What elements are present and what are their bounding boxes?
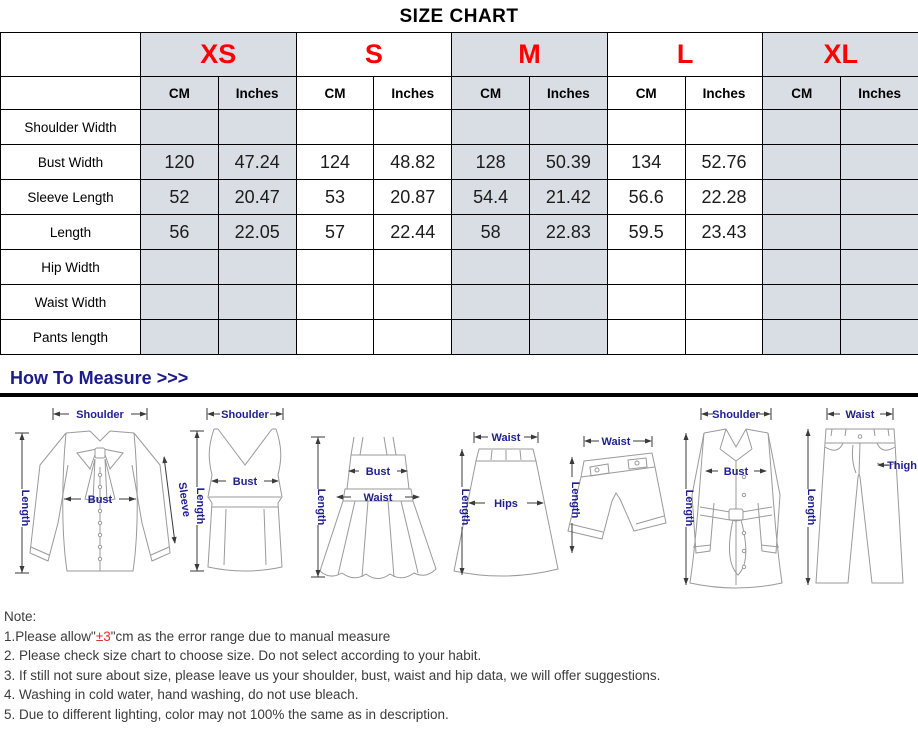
table-row — [1, 180, 918, 215]
table-row — [1, 250, 918, 285]
figure-dress — [311, 437, 436, 579]
value-cell — [763, 215, 841, 250]
figure-blouse — [15, 408, 192, 573]
note-line-5: 5. Due to different lighting, color may not 100% the same as in description. — [4, 706, 449, 722]
value-cell: 56.6 — [607, 180, 685, 215]
value-cell: 20.47 — [218, 180, 296, 215]
value-cell — [374, 285, 452, 320]
note1-prefix: 1.Please allow" — [4, 628, 96, 644]
value-cell — [218, 320, 296, 355]
blouse-length-label: Length — [19, 489, 31, 527]
row-label: Bust Width — [1, 145, 141, 180]
row-label: Shoulder Width — [1, 110, 141, 145]
corner-cell — [1, 33, 141, 77]
value-cell — [530, 320, 608, 355]
value-cell — [218, 250, 296, 285]
measure-figures — [0, 403, 918, 601]
tank-length-label: Length — [194, 487, 206, 525]
page-title: SIZE CHART — [399, 6, 519, 27]
row-label: Length — [1, 215, 141, 250]
value-cell — [763, 320, 841, 355]
value-cell: 22.83 — [530, 215, 608, 250]
skirt-length-label: Length — [459, 488, 471, 526]
value-cell — [296, 285, 374, 320]
value-cell — [841, 145, 918, 180]
value-cell — [607, 110, 685, 145]
size-header-S: S — [296, 33, 452, 77]
dress-length-label: Length — [315, 488, 327, 526]
value-cell — [452, 285, 530, 320]
size-header-row — [1, 33, 918, 77]
value-cell: 52.76 — [685, 145, 763, 180]
value-cell: 22.44 — [374, 215, 452, 250]
row-label: Hip Width — [1, 250, 141, 285]
unit-header-XS-cm: CM — [141, 77, 219, 110]
value-cell: 54.4 — [452, 180, 530, 215]
value-cell: 134 — [607, 145, 685, 180]
note1-tolerance: ±3 — [95, 628, 111, 644]
value-cell — [141, 285, 219, 320]
pants-length-label: Length — [805, 488, 817, 526]
note-line-2: 2. Please check size chart to choose size. Do not select according to your habit. — [4, 648, 482, 663]
blouse-bust-label: Bust — [87, 494, 113, 506]
note-line-1 — [4, 627, 918, 647]
value-cell: 52 — [141, 180, 219, 215]
note-line-4: 4. Washing in cold water, hand washing, do not use bleach. — [4, 687, 359, 702]
table-row — [1, 145, 918, 180]
size-header-XL: XL — [763, 33, 918, 77]
value-cell: 22.05 — [218, 215, 296, 250]
unit-header-XL-inches: Inches — [841, 77, 918, 110]
unit-header-XL-cm: CM — [763, 77, 841, 110]
value-cell — [685, 320, 763, 355]
value-cell — [218, 110, 296, 145]
value-cell: 57 — [296, 215, 374, 250]
value-cell — [141, 250, 219, 285]
value-cell: 48.82 — [374, 145, 452, 180]
value-cell — [218, 285, 296, 320]
unit-header-L-inches: Inches — [685, 77, 763, 110]
value-cell — [452, 110, 530, 145]
value-cell — [763, 180, 841, 215]
value-cell — [685, 110, 763, 145]
value-cell — [374, 320, 452, 355]
blouse-sleeve-label: Sleeve — [175, 481, 193, 518]
value-cell — [374, 250, 452, 285]
row-label: Waist Width — [1, 285, 141, 320]
unit-header-S-cm: CM — [296, 77, 374, 110]
value-cell — [296, 110, 374, 145]
value-cell: 47.24 — [218, 145, 296, 180]
value-cell: 20.87 — [374, 180, 452, 215]
value-cell — [452, 250, 530, 285]
table-row — [1, 320, 918, 355]
table-row — [1, 285, 918, 320]
value-cell: 124 — [296, 145, 374, 180]
unit-header-M-inches: Inches — [530, 77, 608, 110]
skirt-hips-label: Hips — [494, 498, 518, 510]
value-cell — [296, 320, 374, 355]
value-cell — [841, 215, 918, 250]
value-cell: 22.28 — [685, 180, 763, 215]
unit-header-XS-inches: Inches — [218, 77, 296, 110]
value-cell — [296, 250, 374, 285]
blouse-shoulder-label: Shoulder — [76, 409, 124, 421]
pants-thigh-label: Thigh — [887, 460, 917, 472]
value-cell — [685, 285, 763, 320]
shorts-waist-label: Waist — [601, 436, 631, 448]
figure-pants — [805, 408, 917, 585]
value-cell: 50.39 — [530, 145, 608, 180]
coat-length-label: Length — [683, 489, 695, 527]
tank-shoulder-label: Shoulder — [221, 409, 269, 421]
value-cell: 53 — [296, 180, 374, 215]
size-chart-table — [0, 32, 918, 355]
value-cell — [374, 110, 452, 145]
size-header-XS: XS — [141, 33, 297, 77]
table-row — [1, 110, 918, 145]
note1-suffix: "cm as the error range due to manual measure — [110, 628, 391, 644]
value-cell — [841, 320, 918, 355]
pants-waist-label: Waist — [845, 409, 875, 421]
value-cell: 21.42 — [530, 180, 608, 215]
notes-heading: Note: — [4, 609, 37, 624]
size-header-L: L — [607, 33, 763, 77]
value-cell — [763, 110, 841, 145]
value-cell — [452, 320, 530, 355]
value-cell — [841, 250, 918, 285]
note-line-3: 3. If still not sure about size, please leave us your shoulder, bust, waist and hip data, we will offer suggestions. — [4, 667, 661, 683]
corner-cell — [1, 77, 141, 110]
figure-shorts — [568, 436, 666, 553]
tank-bust-label: Bust — [232, 476, 258, 488]
value-cell — [530, 250, 608, 285]
value-cell — [530, 110, 608, 145]
value-cell — [685, 250, 763, 285]
figure-coat — [683, 408, 782, 588]
row-label: Pants length — [1, 320, 141, 355]
value-cell: 23.43 — [685, 215, 763, 250]
value-cell — [763, 145, 841, 180]
figure-skirt — [454, 432, 558, 576]
notes-section — [4, 607, 918, 724]
coat-bust-label: Bust — [723, 466, 749, 478]
row-label: Sleeve Length — [1, 180, 141, 215]
value-cell — [530, 285, 608, 320]
value-cell — [841, 110, 918, 145]
unit-header-row — [1, 77, 918, 110]
value-cell — [763, 250, 841, 285]
coat-shoulder-label: Shoulder — [712, 409, 760, 421]
figure-tank-top — [190, 408, 283, 571]
size-header-M: M — [452, 33, 608, 77]
value-cell: 59.5 — [607, 215, 685, 250]
value-cell: 56 — [141, 215, 219, 250]
unit-header-M-cm: CM — [452, 77, 530, 110]
value-cell — [141, 320, 219, 355]
dress-waist-label: Waist — [363, 492, 393, 504]
value-cell — [841, 180, 918, 215]
value-cell — [841, 285, 918, 320]
table-row — [1, 215, 918, 250]
value-cell — [763, 285, 841, 320]
value-cell — [607, 250, 685, 285]
value-cell — [141, 110, 219, 145]
dress-bust-label: Bust — [365, 466, 391, 478]
value-cell: 58 — [452, 215, 530, 250]
shorts-length-label: Length — [569, 481, 581, 519]
value-cell: 120 — [141, 145, 219, 180]
unit-header-L-cm: CM — [607, 77, 685, 110]
how-to-measure-heading: How To Measure >>> — [10, 368, 189, 388]
value-cell: 128 — [452, 145, 530, 180]
skirt-waist-label: Waist — [491, 432, 521, 444]
value-cell — [607, 320, 685, 355]
unit-header-S-inches: Inches — [374, 77, 452, 110]
value-cell — [607, 285, 685, 320]
divider-line — [0, 393, 918, 397]
